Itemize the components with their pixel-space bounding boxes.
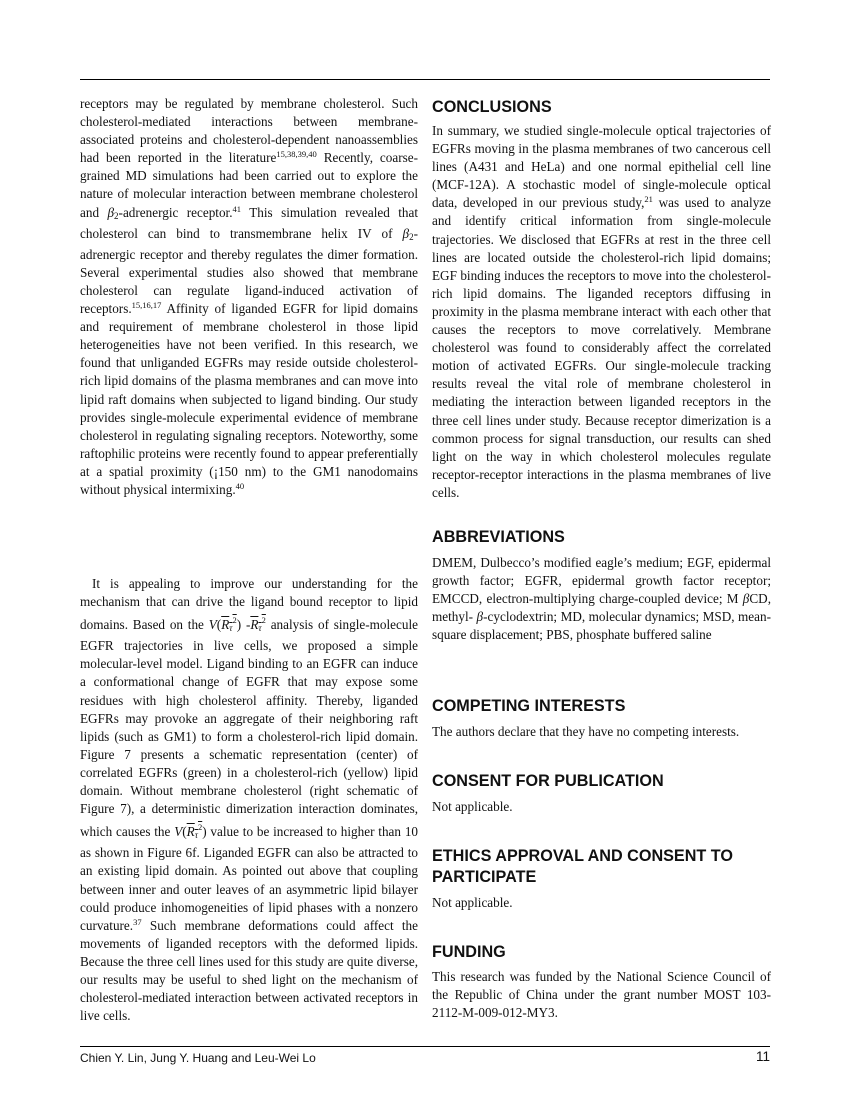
body-paragraph: In summary, we studied single-molecule optical trajectories of EGFRs moving in the plasma membranes of two cancerous cell lines (A431 and HeLa) and one normal epithelial cell line (MCF-12A). A stochastic model of single-molecule optical data, developed in our previous study,$^{21}$ was used to analyze and identify critical information from single-molecule trajectories. We disclosed that EGFRs at rest in the three cell lines are located outside the cholesterol-rich lipid domains; EGF binding induces the receptors to move into the cholesterol-rich lipid domains. The liganded receptors diffusing in proximity in the plasma membrane interact with each other that causes the receptors to move correlatively. Membrane cholesterol was found to considerably affect the correlated motion of activated EGFRs. Our single-molecule tracking results reveal the vital role of membrane cholesterol in mediating the interaction between liganded receptors in the three cell lines under study. Because receptor dimerization is a common process for signal transduction, our results can shed light on the way in which cholesterol molecules regulate receptor-receptor interactions in the plasma membranes of live cells.	[432, 123, 771, 500]
conclusions-body	[432, 122, 771, 502]
ethics-body	[432, 894, 771, 912]
citation-ref: 15,38,39,40	[276, 149, 317, 160]
body-paragraph: receptors may be regulated by membrane cholesterol. Such cholesterol-mediated interactions between membrane-associated proteins and cholesterol-dependent nanoassemblies had been reported in the literature$^{15,38,39,40}$ Recently, coarse-grained MD simulations had been carried out to explore the nature of molecular interaction between membrane cholesterol and $\beta_2$-adrenergic receptor.$^{41}$ This simulation revealed that cholesterol can bind to transmembrane helix IV of $\beta_2$-adrenergic receptor and thereby regulates the dimer formation. Several experimental studies also showed that membrane cholesterol can regulate ligand-induced activation of receptors.$^{15,16,17}$ Affinity of liganded EGFR for lipid domains and requirement of membrane cholesterol in those lipid heterogeneities have not been verified. In this research, we found that unliganded EGFRs may reside outside cholesterol-rich lipid domains of the plasma membranes and can move into lipid raft domains when subjected to ligand binding. Our study provides single-molecule experimental evidence of membrane cholesterol in regulating signaling receptors. Noteworthy, some raftophilic proteins were recently found to appear preferentially at a spatial proximity (¡150 nm) to the GM1 nanodomains without physical intermixing.$^{40}$	[80, 96, 419, 497]
page-number: 11	[755, 1049, 770, 1064]
citation-ref: 15,16,17	[131, 300, 162, 311]
section-heading-funding: FUNDING	[432, 943, 506, 961]
footer-rule	[80, 1046, 770, 1047]
header-rule	[80, 79, 770, 80]
body-paragraph: The authors declare that they have no competing interests.	[432, 724, 740, 739]
section-heading-conclusions: CONCLUSIONS	[432, 98, 552, 116]
citation-ref: 41	[232, 203, 242, 214]
section-heading-abbreviations: ABBREVIATIONS	[432, 528, 565, 546]
left-column-para-1	[80, 95, 418, 499]
footer-authors: Chien Y. Lin, Jung Y. Huang and Leu-Wei Lo	[80, 1051, 316, 1065]
citation-ref: 37	[133, 916, 142, 927]
funding-body	[432, 968, 771, 1022]
abbreviations-body	[432, 554, 771, 644]
body-paragraph: Not applicable.	[432, 799, 513, 814]
consent-body	[432, 798, 771, 816]
citation-ref: 21	[644, 194, 653, 205]
section-heading-ethics: ETHICS APPROVAL AND CONSENT TO PARTICIPATE	[432, 847, 733, 886]
section-heading-competing-interests: COMPETING INTERESTS	[432, 697, 626, 715]
left-column-para-2	[80, 575, 418, 1025]
section-heading-consent: CONSENT FOR PUBLICATION	[432, 772, 664, 790]
body-paragraph: This research was funded by the National Science Council of the Republic of China under the grant number MOST 103-2112-M-009-012-MY3.	[432, 969, 771, 1021]
body-paragraph: It is appealing to improve our understanding for the mechanism that can drive the ligand bound receptor to lipid domains. Based on the $V(R_\tau^2)$ $-R_\tau^2$ analysis of single-molecule EGFR trajectories in live cells, we proposed a simple molecular-level model. Ligand binding to an EGFR can induce a conformational change of EGFR that may expose some residues with high cholesterol affinity. Thereby, liganded EGFRs may provoke an aggregate of their neighboring raft lipids (such as GM1) to form a cholesterol-rich lipid domain. Figure 7 presents a schematic representation (center) of correlated EGFRs (green) in a cholesterol-rich (yellow) lipid domain. Without membrane cholesterol (right schematic of Figure 7), a deterministic dimerization interaction dominates, which causes the $V(R_\tau^2)$ value to be increased to higher than 10 as shown in Figure 6f. Liganded EGFR can also be attracted to an existing lipid domain. As pointed out above that coupling between inner and outer leaves of an asymmetric lipid bilayer could produce inhomogeneities of lipid phases with a nonzero curvature.$^{37}$ Such membrane deformations could affect the movements of liganded receptors with the deformed lipids. Because the three cell lines used for this study are quite diverse, our results may be useful to shed light on the mechanism of cholesterol-mediated interaction between activated receptors in live cells.	[80, 576, 419, 1024]
competing-body	[432, 723, 771, 741]
body-paragraph: Not applicable.	[432, 895, 513, 910]
body-paragraph: DMEM, Dulbecco’s modified eagle’s medium; EGF, epidermal growth factor; EGFR, epidermal growth factor receptor; EMCCD, electron-multiplying charge-coupled device; M βCD, methyl- β-cyclodextrin; MD, molecular dynamics; MSD, mean-square displacement; PBS, phosphate buffered saline	[432, 555, 771, 643]
citation-ref: 40	[235, 480, 245, 491]
